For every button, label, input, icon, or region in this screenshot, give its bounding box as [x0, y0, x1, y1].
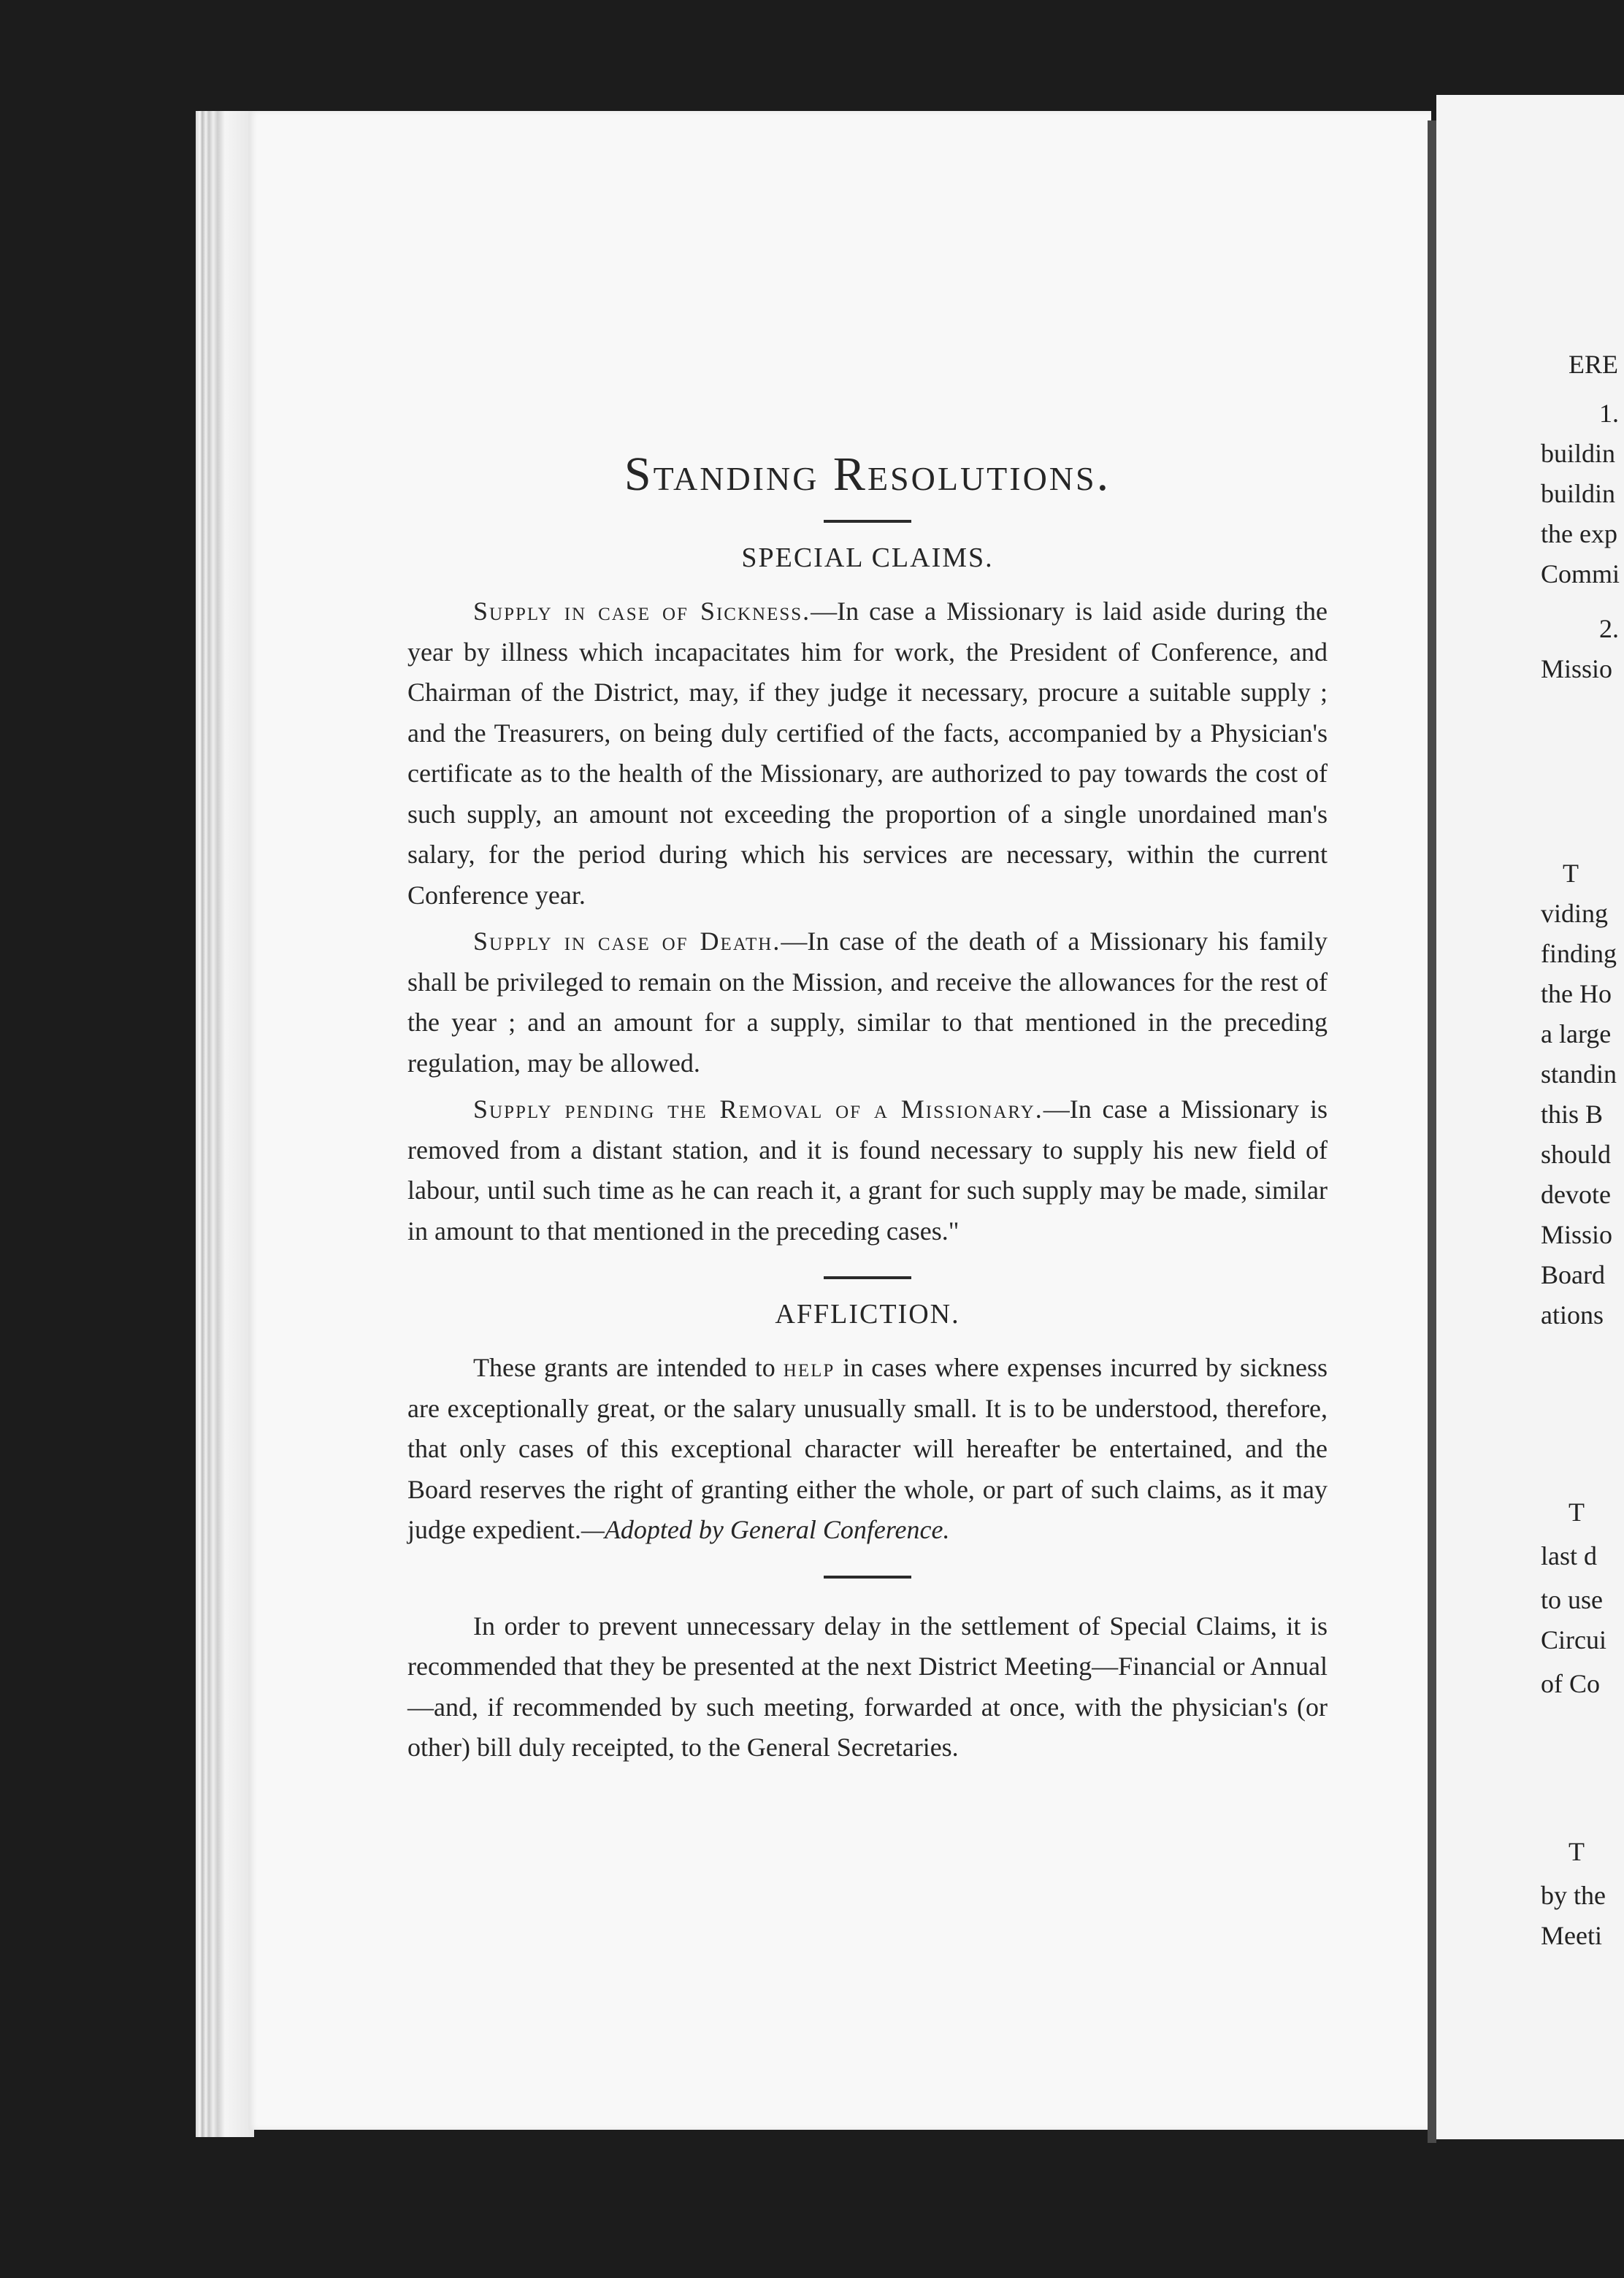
right-fragment: Missio: [1541, 654, 1613, 683]
page-title: Standing Resolutions.: [624, 448, 1111, 501]
death-text: —In case of the death of a Missionary his family shall be privileged to remain on the Mission, and receive the allowances for the rest of the year ; and an amount for a supply, similar to that mentioned in the preceding regulation, may be allowed.: [407, 927, 1328, 1078]
affliction-text-mid: in cases where expenses incurred by sickness are exceptionally great, or the salary unusually small. It is to be understood, therefore, that only cases of this exceptional character will hereafter be entertained, and the Board reserves the right of granting either the whole, or part of such claims, as it may judge expedient.: [407, 1353, 1328, 1544]
page-edges: [196, 111, 254, 2137]
right-fragment: T: [1569, 1837, 1585, 1866]
right-fragment: last d: [1541, 1541, 1597, 1571]
final-divider: [824, 1576, 911, 1579]
right-fragment: ations: [1541, 1300, 1604, 1330]
right-fragment: the exp: [1541, 519, 1617, 548]
right-fragment: of Co: [1541, 1669, 1600, 1698]
special-claims-heading: SPECIAL CLAIMS.: [741, 542, 994, 573]
right-fragment: Meeti: [1541, 1921, 1602, 1950]
removal-lead: Supply pending the Removal of a Missionary.: [473, 1094, 1043, 1124]
sickness-text: —In case a Missionary is laid aside during the year by illness which incapacitates him for work, the President of Conference, and Chairman of the District, may, if they judge it necessary, procure a suitable supply ; and the Treasurers, on being duly certified of the facts, accompanied by a Physician's certificate as to the health of the Missionary, are authorized to pay towards the cost of such supply, an amount not exceeding the proportion of a single unordained man's salary, for the period during which his services are necessary, within the current Conference year.: [407, 597, 1328, 910]
right-fragment: ERE: [1569, 350, 1618, 379]
right-fragment: T: [1563, 859, 1579, 888]
final-paragraph: In order to prevent unnecessary delay in the settlement of Special Claims, it is recommended that they be presented at the next District Meeting—Financial or Annual—and, if recommended by such meeting, forwarded at once, with the physician's (or other) bill duly receipted, to the General Secretaries.: [407, 1611, 1328, 1762]
section-divider: [824, 1276, 911, 1279]
affliction-paragraph: [407, 1348, 1328, 1551]
right-fragment: Board: [1541, 1260, 1605, 1289]
right-page-text: [1541, 0, 1624, 2278]
right-fragment: by the: [1541, 1881, 1606, 1910]
right-fragment: devote: [1541, 1180, 1611, 1209]
affliction-text-start: These grants are intended to: [473, 1353, 784, 1382]
book-gutter: [1428, 120, 1436, 2143]
right-fragment: a large: [1541, 1019, 1612, 1048]
right-fragment: Circui: [1541, 1625, 1606, 1654]
removal-text: —In case a Missionary is removed from a distant station, and it is found necessary to supply his new field of labour, until such time as he can reach it, a grant for such supply may be made, similar in amount to that mentioned in the preceding cases.": [407, 1094, 1328, 1246]
right-fragment: 2.: [1599, 614, 1619, 643]
right-fragment: should: [1541, 1140, 1612, 1169]
right-fragment: T: [1569, 1497, 1585, 1527]
affliction-help-word: help: [783, 1353, 835, 1382]
right-fragment: viding: [1541, 899, 1609, 928]
right-fragment: Missio: [1541, 1220, 1613, 1249]
right-fragment: buildin: [1541, 439, 1616, 468]
removal-paragraph: [407, 1089, 1328, 1251]
adopted-note: —Adopted by General Conference.: [581, 1515, 950, 1544]
right-fragment: buildin: [1541, 479, 1616, 508]
right-fragment: Commi: [1541, 559, 1620, 588]
sickness-paragraph: [407, 591, 1328, 916]
death-lead: Supply in case of Death.: [473, 927, 781, 956]
right-fragment: standin: [1541, 1059, 1617, 1089]
sickness-lead: Supply in case of Sickness.: [473, 597, 811, 626]
right-fragment: finding: [1541, 939, 1617, 968]
right-fragment: the Ho: [1541, 979, 1612, 1008]
right-fragment: 1.: [1599, 399, 1619, 428]
right-fragment: to use: [1541, 1585, 1603, 1614]
right-fragment: this B: [1541, 1100, 1604, 1129]
title-divider: [824, 520, 911, 523]
page-content: [407, 445, 1328, 1774]
affliction-heading: AFFLICTION.: [775, 1299, 960, 1330]
death-paragraph: [407, 921, 1328, 1084]
